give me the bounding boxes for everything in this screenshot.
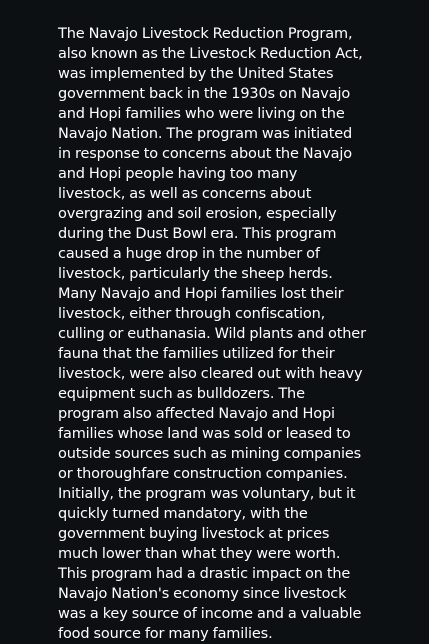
post-body-text: The Navajo Livestock Reduction Program, also known as the Livestock Reduction Act, was implemented by the United States government back in the 1930s on Navajo and Hopi families who were living on the Navajo Nation. The program was initiated in response to concerns about the Navajo and Hopi people having too many livestock, as well as concerns about overgrazing and soil erosion, especially during the Dust Bowl era. This program caused a huge drop in the number of livestock, particularly the sheep herds. Many Navajo and Hopi families lost their livestock, either through confiscation, culling or euthanasia. Wild plants and other fauna that the families utilized for their livestock, were also cleared out with heavy equipment such as bulldozers. The program also affected Navajo and Hopi families whose land was sold or leased to outside sources such as mining companies or thoroughfare construction companies. Initially, the program was voluntary, but it quickly turned mandatory, with the government buying livestock at prices much lower than what they were worth. This program had a drastic impact on the Navajo Nation's economy since livestock was a key source of income and a valuable food source for many families. — [58, 26, 366, 642]
